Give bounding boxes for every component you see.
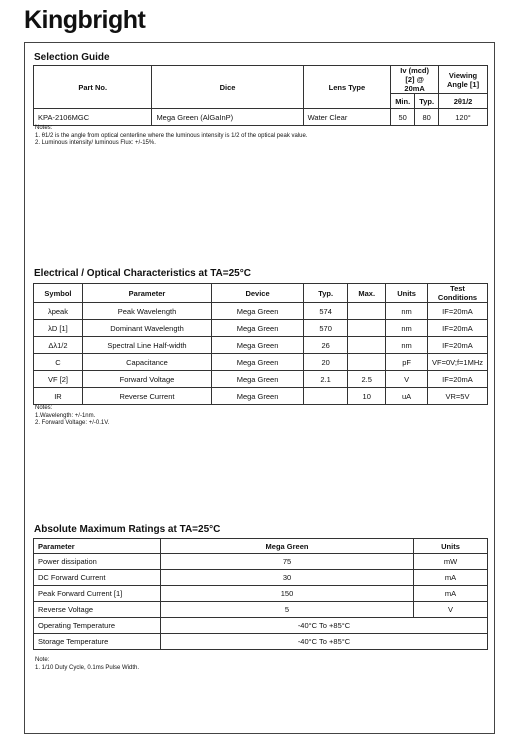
table-row <box>34 618 488 634</box>
note-line: Note: <box>35 657 50 663</box>
table-row <box>34 554 488 570</box>
cell-dice: Mega Green (AlGaInP) <box>152 109 303 126</box>
table-row <box>34 320 488 337</box>
table-row <box>34 388 488 405</box>
header-symbol: Symbol <box>34 284 83 303</box>
table-cell: 5 <box>161 602 414 618</box>
table-cell: Peak Forward Current [1] <box>34 586 161 602</box>
table-cell: pF <box>386 354 428 371</box>
table-cell: VF [2] <box>34 371 83 388</box>
table-cell <box>348 337 386 354</box>
cell-lens: Water Clear <box>303 109 391 126</box>
table-row <box>34 570 488 586</box>
note-line: 1. 1/10 Duty Cycle, 0.1ms Pulse Width. <box>35 664 140 671</box>
table-cell: nm <box>386 320 428 337</box>
table-cell: 20 <box>304 354 348 371</box>
table-cell: 10 <box>348 388 386 405</box>
table-cell: VR=5V <box>428 388 488 405</box>
table-row <box>34 303 488 320</box>
note-line: 1.Wavelength: +/-1nm. <box>35 412 96 419</box>
table-cell: IF=20mA <box>428 320 488 337</box>
table-cell <box>348 354 386 371</box>
table-cell: 75 <box>161 554 414 570</box>
header-viewing-angle: Viewing Angle [1] <box>439 66 488 94</box>
table-cell: 30 <box>161 570 414 586</box>
selection-notes <box>35 125 308 148</box>
cell-angle: 120° <box>439 109 488 126</box>
table-row <box>34 354 488 371</box>
company-logo: Kingbright <box>24 6 146 34</box>
header-dice: Dice <box>152 66 303 109</box>
table-cell: C <box>34 354 83 371</box>
header-part-no: Part No. <box>34 66 152 109</box>
header-theta: 2θ1/2 <box>439 94 488 109</box>
table-cell: VF=0V;f=1MHz <box>428 354 488 371</box>
table-cell: Mega Green <box>212 337 304 354</box>
header-typ: Typ. <box>415 94 439 109</box>
table-row <box>34 109 488 126</box>
table-cell: Reverse Current <box>82 388 211 405</box>
selection-guide-table <box>33 65 488 126</box>
table-cell: -40°C To +85°C <box>161 634 488 650</box>
table-cell: Mega Green <box>212 388 304 405</box>
table-cell: mW <box>414 554 488 570</box>
header-iv: Iv (mcd) [2] @ 20mA <box>391 66 439 94</box>
electrical-notes <box>35 405 109 428</box>
table-cell: Capacitance <box>82 354 211 371</box>
table-cell: IF=20mA <box>428 303 488 320</box>
header-lens-type: Lens Type <box>303 66 391 109</box>
table-cell: nm <box>386 303 428 320</box>
table-cell: IR <box>34 388 83 405</box>
table-cell <box>304 388 348 405</box>
table-row <box>34 634 488 650</box>
note-line: Notes: <box>35 125 53 131</box>
table-cell: Mega Green <box>212 371 304 388</box>
header-units: Units <box>386 284 428 303</box>
table-cell: IF=20mA <box>428 371 488 388</box>
table-row <box>34 337 488 354</box>
table-cell: mA <box>414 586 488 602</box>
table-cell: Mega Green <box>212 303 304 320</box>
table-cell: V <box>386 371 428 388</box>
header-test-conditions: Test Conditions <box>428 284 488 303</box>
selection-guide-title: Selection Guide <box>34 52 110 63</box>
note-line: 2. Forward Voltage: +/-0.1V. <box>35 420 110 426</box>
absolute-max-table <box>33 538 488 650</box>
table-cell: Peak Wavelength <box>82 303 211 320</box>
table-cell: Dominant Wavelength <box>82 320 211 337</box>
note-line: 1. θ1/2 is the angle from optical centerline where the luminous intensity is 1/2 of the optical peak value. <box>35 132 308 139</box>
table-cell: Reverse Voltage <box>34 602 161 618</box>
table-cell: λpeak <box>34 303 83 320</box>
header-mega-green: Mega Green <box>161 539 414 554</box>
table-cell: λD [1] <box>34 320 83 337</box>
table-cell <box>348 320 386 337</box>
header-max: Max. <box>348 284 386 303</box>
table-cell: 2.1 <box>304 371 348 388</box>
cell-min: 50 <box>391 109 415 126</box>
electrical-title: Electrical / Optical Characteristics at TA=25°C <box>34 268 251 279</box>
table-row <box>34 586 488 602</box>
table-cell: 574 <box>304 303 348 320</box>
table-cell: Operating Temperature <box>34 618 161 634</box>
table-row <box>34 602 488 618</box>
note-line: Notes: <box>35 405 53 411</box>
table-cell: 26 <box>304 337 348 354</box>
table-cell: Δλ1/2 <box>34 337 83 354</box>
table-cell: Storage Temperature <box>34 634 161 650</box>
absolute-notes <box>35 657 139 672</box>
table-cell: 2.5 <box>348 371 386 388</box>
table-cell: Forward Voltage <box>82 371 211 388</box>
table-row <box>34 371 488 388</box>
table-cell: 570 <box>304 320 348 337</box>
table-cell: Power dissipation <box>34 554 161 570</box>
table-cell: -40°C To +85°C <box>161 618 488 634</box>
cell-typ: 80 <box>415 109 439 126</box>
table-cell: Spectral Line Half-width <box>82 337 211 354</box>
table-cell: nm <box>386 337 428 354</box>
note-line: 2. Luminous intensity/ luminous Flux: +/-15%. <box>35 140 156 146</box>
table-cell: Mega Green <box>212 320 304 337</box>
header-typ: Typ. <box>304 284 348 303</box>
header-parameter: Parameter <box>82 284 211 303</box>
electrical-table <box>33 283 488 405</box>
table-cell: uA <box>386 388 428 405</box>
table-cell: DC Forward Current <box>34 570 161 586</box>
cell-part: KPA-2106MGC <box>34 109 152 126</box>
header-units: Units <box>414 539 488 554</box>
header-device: Device <box>212 284 304 303</box>
table-cell: mA <box>414 570 488 586</box>
table-cell <box>348 303 386 320</box>
absolute-max-title: Absolute Maximum Ratings at TA=25°C <box>34 524 221 535</box>
table-cell: 150 <box>161 586 414 602</box>
table-cell: IF=20mA <box>428 337 488 354</box>
header-parameter: Parameter <box>34 539 161 554</box>
header-min: Min. <box>391 94 415 109</box>
table-cell: V <box>414 602 488 618</box>
table-cell: Mega Green <box>212 354 304 371</box>
